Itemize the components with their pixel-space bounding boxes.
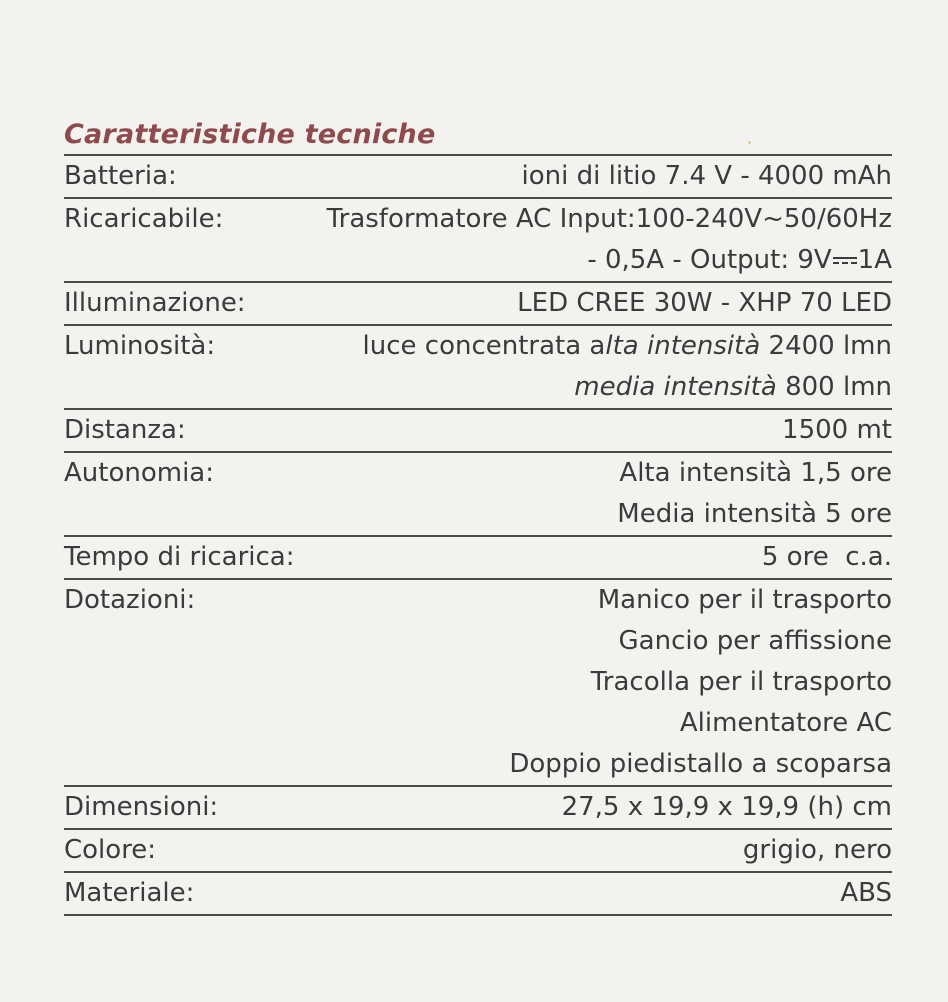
spec-value-text: luce concentrata a [362, 331, 606, 361]
spec-value: - 0,5A - Output: 9V [587, 245, 832, 275]
spec-label: Batteria: [64, 161, 177, 191]
spec-label: Illuminazione: [64, 288, 246, 318]
spec-label: Materiale: [64, 878, 195, 908]
spec-label: Colore: [64, 835, 157, 865]
spec-value: 5 ore c.a. [761, 542, 892, 572]
spec-label: Luminosità: [64, 331, 216, 361]
spec-row-materiale [64, 873, 892, 916]
spec-value: ioni di litio 7.4 V - 4000 mAh [521, 161, 892, 191]
spec-row-dimensioni [64, 787, 892, 830]
spec-value [363, 326, 892, 367]
list-item: Gancio per affissione [618, 626, 892, 656]
spec-row-luminosita [64, 326, 892, 410]
spec-label: Ricaricabile: [64, 204, 224, 234]
spec-value-continued [64, 367, 892, 408]
spec-value: Alta intensità 1,5 ore [619, 458, 892, 488]
spec-row-batteria [64, 156, 892, 199]
spec-value-text: 800 lmn [776, 372, 892, 402]
list-item: Alimentatore AC [679, 708, 892, 738]
spec-value-italic: lta intensità [605, 331, 761, 361]
spec-label: Dimensioni: [64, 792, 219, 822]
spec-value: LED CREE 30W - XHP 70 LED [517, 288, 892, 318]
spec-row-tempo-ricarica [64, 537, 892, 580]
list-item: Manico per il trasporto [597, 585, 892, 615]
spec-row-illuminazione [64, 283, 892, 326]
spec-value-continued: Media intensità 5 ore [617, 499, 892, 529]
spec-row-ricaricabile [64, 199, 892, 283]
spec-value: ABS [840, 878, 892, 908]
spec-value-italic: media intensità [574, 372, 777, 402]
spec-label: Distanza: [64, 415, 186, 445]
section-title: Caratteristiche tecniche [64, 116, 892, 156]
spec-label: Tempo di ricarica: [64, 542, 295, 572]
spec-value: 1A [857, 245, 892, 275]
spec-value-continued [64, 240, 892, 281]
direct-current-icon [833, 254, 857, 268]
spec-label: Dotazioni: [64, 585, 196, 615]
spec-value-text: 2400 lmn [760, 331, 892, 361]
spec-value: Trasformatore AC Input:100-240V~50/60Hz [326, 204, 892, 234]
spec-row-dotazioni [64, 580, 892, 787]
spec-value: 27,5 x 19,9 x 19,9 (h) cm [561, 792, 892, 822]
spec-row-distanza [64, 410, 892, 453]
list-item: Tracolla per il trasporto [590, 667, 892, 697]
spec-row-colore [64, 830, 892, 873]
spec-label: Autonomia: [64, 458, 214, 488]
spec-value: grigio, nero [742, 835, 892, 865]
list-item: Doppio piedistallo a scoparsa [509, 749, 892, 779]
spec-value: 1500 mt [782, 415, 892, 445]
spec-row-autonomia [64, 453, 892, 537]
spec-sheet [64, 116, 892, 916]
